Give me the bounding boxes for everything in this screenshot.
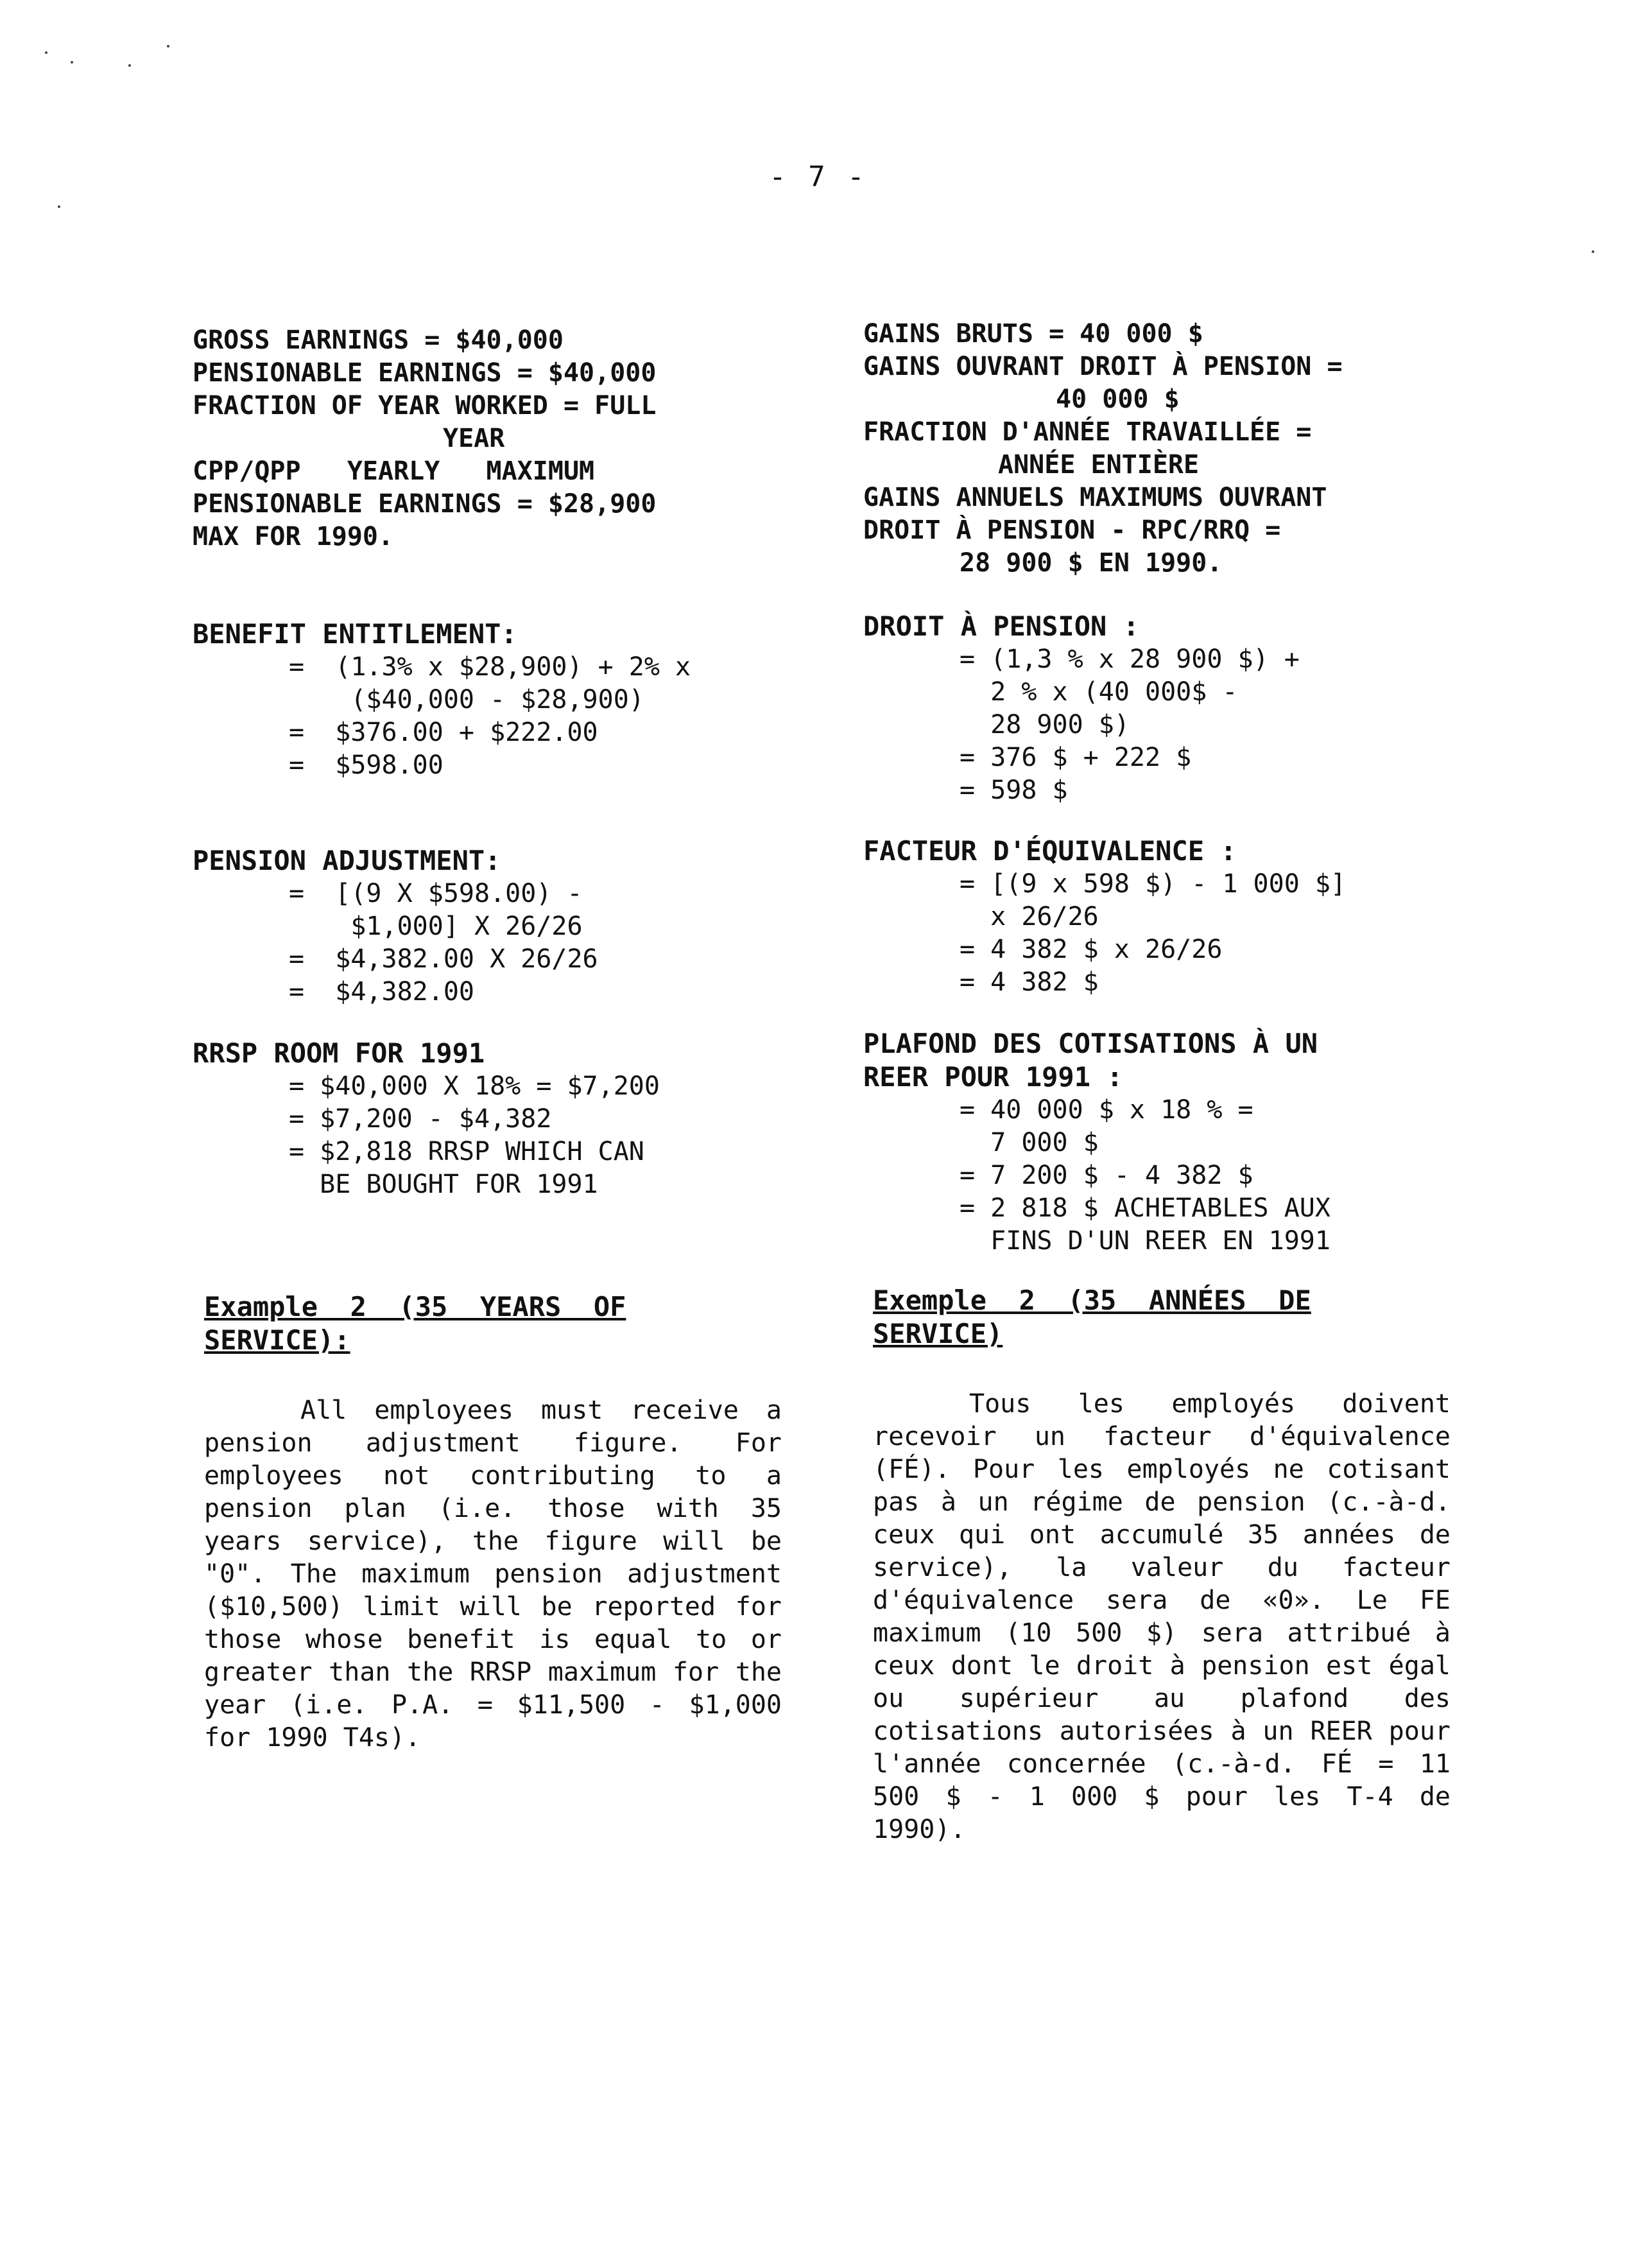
scan-speck bbox=[1592, 250, 1594, 253]
french-earnings-line: GAINS OUVRANT DROIT À PENSION = bbox=[863, 352, 1343, 381]
droit-calc-line: 28 900 $) bbox=[960, 710, 1130, 740]
scan-speck bbox=[167, 45, 169, 48]
scan-speck bbox=[128, 64, 131, 67]
facteur-calc-line: = 4 382 $ x 26/26 bbox=[960, 935, 1223, 964]
french-earnings-block bbox=[863, 318, 1454, 580]
english-earnings-line: MAX FOR 1990. bbox=[193, 522, 394, 551]
french-plafond-block bbox=[863, 1027, 1454, 1258]
facteur-calc-line: = 4 382 $ bbox=[960, 967, 1099, 997]
droit-calc-line: = (1,3 % x 28 900 $) + bbox=[960, 645, 1300, 674]
plafond-heading: PLAFOND DES COTISATIONS À UN bbox=[863, 1028, 1318, 1059]
plafond-calc-line: = 7 200 $ - 4 382 $ bbox=[960, 1161, 1253, 1190]
english-earnings-block bbox=[193, 324, 783, 553]
english-rrsp-block bbox=[193, 1037, 783, 1201]
rrsp-calc-line: = $2,818 RRSP WHICH CAN bbox=[289, 1137, 644, 1166]
pension-adj-calc-line: = [(9 X $598.00) - bbox=[289, 879, 583, 908]
droit-calc-line: 2 % x (40 000$ - bbox=[960, 677, 1238, 707]
exemple-2-heading: Exemple 2 (35 ANNÉES DE bbox=[873, 1285, 1311, 1316]
scan-speck bbox=[58, 205, 60, 208]
scan-speck bbox=[71, 61, 73, 64]
english-example-block bbox=[204, 1290, 782, 1754]
english-pension-adjustment-block bbox=[193, 844, 783, 1008]
scan-speck bbox=[45, 51, 47, 54]
english-earnings-line: PENSIONABLE EARNINGS = $40,000 bbox=[193, 358, 657, 388]
facteur-equivalence-heading: FACTEUR D'ÉQUIVALENCE : bbox=[863, 835, 1237, 867]
rrsp-room-heading: RRSP ROOM FOR 1991 bbox=[193, 1037, 485, 1069]
english-earnings-line: CPP/QPP YEARLY MAXIMUM bbox=[193, 456, 595, 486]
droit-calc-line: = 598 $ bbox=[960, 775, 1068, 805]
english-benefit-block bbox=[193, 618, 783, 782]
page-number: - 7 - bbox=[769, 160, 867, 193]
french-example-block bbox=[873, 1284, 1451, 1846]
english-earnings-line: FRACTION OF YEAR WORKED = FULL bbox=[193, 391, 657, 420]
rrsp-calc-line: = $7,200 - $4,382 bbox=[289, 1104, 552, 1134]
french-earnings-line: 28 900 $ EN 1990. bbox=[960, 548, 1223, 578]
droit-pension-heading: DROIT À PENSION : bbox=[863, 610, 1139, 642]
english-earnings-line: YEAR bbox=[443, 424, 505, 453]
french-earnings-line: GAINS ANNUELS MAXIMUMS OUVRANT bbox=[863, 483, 1327, 512]
french-droit-block bbox=[863, 610, 1454, 807]
french-earnings-line: ANNÉE ENTIÈRE bbox=[998, 450, 1200, 480]
french-earnings-line: FRACTION D'ANNÉE TRAVAILLÉE = bbox=[863, 417, 1312, 447]
pension-adjustment-heading: PENSION ADJUSTMENT: bbox=[193, 845, 501, 876]
exemple-2-heading-cont: SERVICE) bbox=[873, 1318, 1003, 1349]
rrsp-calc-line: = $40,000 X 18% = $7,200 bbox=[289, 1071, 660, 1101]
plafond-calc-line: = 2 818 $ ACHETABLES AUX bbox=[960, 1193, 1330, 1223]
french-earnings-line: 40 000 $ bbox=[1056, 385, 1180, 414]
benefit-calc-line: = (1.3% x $28,900) + 2% x bbox=[289, 652, 691, 682]
benefit-entitlement-heading: BENEFIT ENTITLEMENT: bbox=[193, 618, 517, 650]
french-earnings-line: DROIT À PENSION - RPC/RRQ = bbox=[863, 515, 1281, 545]
pension-adj-calc-line: = $4,382.00 X 26/26 bbox=[289, 944, 598, 974]
facteur-calc-line: = [(9 x 598 $) - 1 000 $] bbox=[960, 869, 1347, 899]
english-earnings-line: PENSIONABLE EARNINGS = $28,900 bbox=[193, 489, 657, 519]
english-example-paragraph: All employees must receive a pension adjustment figure. For employees not contributing to a pension plan (i.e. those with 35 years service), the figure will be "0". The maximum pension adjustment ($10,500) limit will be reported for those whose benefit is equal to or greater than the RRSP maximum for the year (i.e. P.A. = $11,500 - $1,000 for 1990 T4s). bbox=[204, 1396, 782, 1753]
plafond-calc-line: FINS D'UN REER EN 1991 bbox=[960, 1226, 1330, 1256]
plafond-heading-cont: REER POUR 1991 : bbox=[863, 1061, 1123, 1093]
french-earnings-line: GAINS BRUTS = 40 000 $ bbox=[863, 319, 1203, 349]
pension-adj-calc-line: = $4,382.00 bbox=[289, 977, 474, 1007]
english-earnings-line: GROSS EARNINGS = $40,000 bbox=[193, 325, 564, 355]
plafond-calc-line: = 40 000 $ x 18 % = bbox=[960, 1095, 1253, 1125]
example-2-heading: Example 2 (35 YEARS OF bbox=[204, 1291, 626, 1322]
droit-calc-line: = 376 $ + 222 $ bbox=[960, 743, 1192, 772]
benefit-calc-line: = $376.00 + $222.00 bbox=[289, 718, 598, 747]
benefit-calc-line: ($40,000 - $28,900) bbox=[289, 685, 644, 714]
facteur-calc-line: x 26/26 bbox=[960, 902, 1099, 931]
french-example-paragraph: Tous les employés doivent recevoir un facteur d'équivalence (FÉ). Pour les employés ne cotisant pas à un régime de pension (c.-à-d. ceux qui ont accumulé 35 années de service), la valeur du facteur d'équivalence sera de «0». Le FE maximum (10 500 $) sera attribué à ceux dont le droit à pension est égal ou supérieur au plafond des cotisations autorisées à un REER pour l'année concernée (c.-à-d. FÉ = 11 500 $ - 1 000 $ pour les T-4 de 1990). bbox=[873, 1389, 1451, 1844]
pension-adj-calc-line: $1,000] X 26/26 bbox=[289, 912, 583, 941]
example-2-heading-cont: SERVICE): bbox=[204, 1324, 350, 1356]
benefit-calc-line: = $598.00 bbox=[289, 750, 443, 780]
plafond-calc-line: 7 000 $ bbox=[960, 1128, 1099, 1157]
rrsp-calc-line: BE BOUGHT FOR 1991 bbox=[289, 1170, 598, 1199]
french-facteur-block bbox=[863, 835, 1454, 999]
